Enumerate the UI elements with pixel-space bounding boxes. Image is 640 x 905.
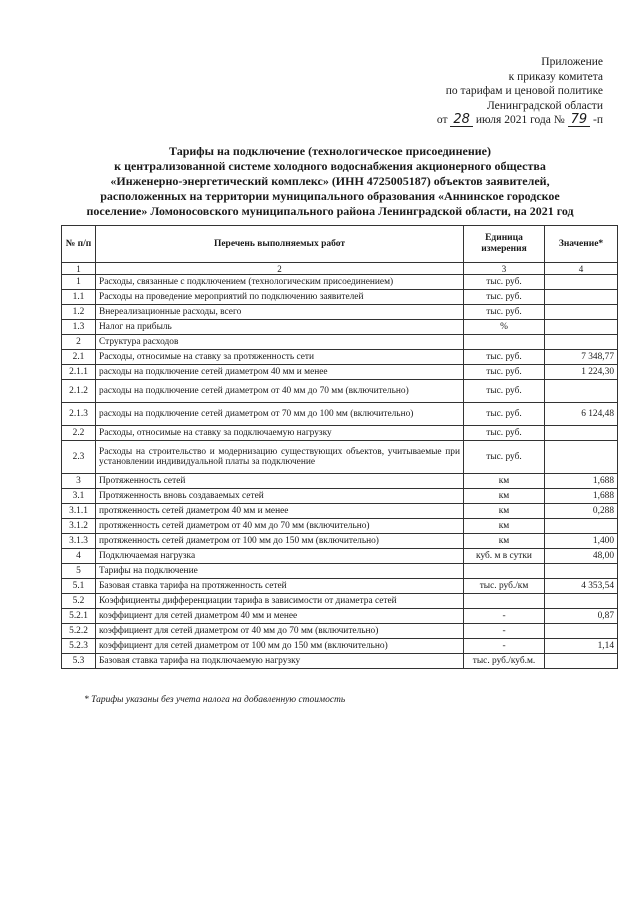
index-cell: 1 (62, 263, 96, 275)
row-value: 0,288 (545, 504, 618, 519)
row-value: 48,00 (545, 549, 618, 564)
table-row (62, 624, 618, 639)
row-value (545, 275, 618, 290)
row-unit: км (464, 489, 545, 504)
row-num: 2 (62, 335, 96, 350)
table-row (62, 403, 618, 426)
table-row (62, 441, 618, 474)
row-num: 3 (62, 474, 96, 489)
row-value (545, 290, 618, 305)
row-num: 5.2.3 (62, 639, 96, 654)
table-row (62, 504, 618, 519)
row-unit: тыс. руб. (464, 350, 545, 365)
table-row (62, 534, 618, 549)
row-unit: тыс. руб. (464, 380, 545, 403)
row-name: Расходы, относимые на ставку за подключаемую нагрузку (96, 426, 464, 441)
row-unit: км (464, 504, 545, 519)
title-line: поселение» Ломоносовского муниципального района Ленинградской области, на 2021 год (86, 204, 574, 218)
footnote: * Тарифы указаны без учета налога на добавленную стоимость (84, 695, 346, 705)
row-value: 1,400 (545, 534, 618, 549)
row-unit: км (464, 519, 545, 534)
row-num: 1.3 (62, 320, 96, 335)
table-row (62, 275, 618, 290)
title-line: к централизованной системе холодного водоснабжения акционерного общества (114, 159, 546, 173)
row-name: Протяженность вновь создаваемых сетей (96, 489, 464, 504)
row-value: 6 124,48 (545, 403, 618, 426)
date-suffix: -п (593, 114, 603, 126)
row-name: протяженность сетей диаметром 40 мм и менее (96, 504, 464, 519)
row-num: 2.1.2 (62, 380, 96, 403)
row-num: 5.3 (62, 654, 96, 669)
row-unit: км (464, 474, 545, 489)
header-value: Значение* (545, 226, 618, 263)
row-name: протяженность сетей диаметром от 40 мм до 70 мм (включительно) (96, 519, 464, 534)
row-name: Внереализационные расходы, всего (96, 305, 464, 320)
table-row (62, 609, 618, 624)
row-unit: км (464, 534, 545, 549)
row-name: расходы на подключение сетей диаметром 40 мм и менее (96, 365, 464, 380)
table-row (62, 380, 618, 403)
row-unit: тыс. руб. (464, 365, 545, 380)
row-name: Базовая ставка тарифа на протяженность сетей (96, 579, 464, 594)
row-value: 1,688 (545, 474, 618, 489)
index-cell: 2 (96, 263, 464, 275)
row-name: Расходы, связанные с подключением (технологическим присоединением) (96, 275, 464, 290)
row-value: 7 348,77 (545, 350, 618, 365)
table-row (62, 350, 618, 365)
row-value (545, 654, 618, 669)
appendix-line: Приложение (541, 56, 603, 68)
row-num: 1 (62, 275, 96, 290)
index-row (62, 263, 618, 275)
index-cell: 4 (545, 263, 618, 275)
row-unit: тыс. руб./куб.м. (464, 654, 545, 669)
date-middle: июля 2021 года № (475, 114, 565, 126)
appendix-line: Ленинградской области (486, 99, 603, 112)
row-unit: куб. м в сутки (464, 549, 545, 564)
table-row (62, 549, 618, 564)
row-value (545, 305, 618, 320)
row-unit: тыс. руб. (464, 305, 545, 320)
row-name: коэффициент для сетей диаметром 40 мм и менее (96, 609, 464, 624)
row-unit: тыс. руб. (464, 441, 545, 474)
row-unit: тыс. руб. (464, 290, 545, 305)
row-num: 4 (62, 549, 96, 564)
table-row (62, 489, 618, 504)
row-value: 1,688 (545, 489, 618, 504)
table-row (62, 365, 618, 380)
row-value (545, 335, 618, 350)
date-prefix: от (436, 114, 448, 126)
row-value (545, 426, 618, 441)
table-row (62, 320, 618, 335)
row-value (545, 380, 618, 403)
row-value: 1 224,30 (545, 365, 618, 380)
row-value (545, 519, 618, 534)
title-line: Тарифы на подключение (технологическое присоединение) (169, 144, 491, 158)
row-num: 3.1.2 (62, 519, 96, 534)
row-num: 5 (62, 564, 96, 579)
appendix-date-line (343, 113, 603, 128)
row-name: протяженность сетей диаметром от 100 мм до 150 мм (включительно) (96, 534, 464, 549)
row-unit: - (464, 624, 545, 639)
row-unit: - (464, 609, 545, 624)
tariff-table (61, 225, 618, 669)
appendix-line: по тарифам и ценовой политике (445, 85, 603, 97)
row-unit: - (464, 639, 545, 654)
table-row (62, 579, 618, 594)
row-num: 2.1 (62, 350, 96, 365)
row-num: 3.1.3 (62, 534, 96, 549)
row-num: 3.1.1 (62, 504, 96, 519)
row-num: 1.1 (62, 290, 96, 305)
index-cell: 3 (464, 263, 545, 275)
row-name: Протяженность сетей (96, 474, 464, 489)
row-name: Расходы на проведение мероприятий по подключению заявителей (96, 290, 464, 305)
row-name: расходы на подключение сетей диаметром от 70 мм до 100 мм (включительно) (96, 403, 464, 426)
title-line: расположенных на территории муниципального образования «Аннинское городское (100, 189, 560, 203)
table-row (62, 426, 618, 441)
table-row (62, 474, 618, 489)
row-value: 0,87 (545, 609, 618, 624)
table-row (62, 519, 618, 534)
table-row (62, 594, 618, 609)
row-name: расходы на подключение сетей диаметром от 40 мм до 70 мм (включительно) (96, 380, 464, 403)
table-row (62, 639, 618, 654)
table-row (62, 290, 618, 305)
row-unit (464, 335, 545, 350)
row-value (545, 564, 618, 579)
handwritten-number: 79 (568, 114, 591, 127)
row-name: Подключаемая нагрузка (96, 549, 464, 564)
row-value: 4 353,54 (545, 579, 618, 594)
row-name: Базовая ставка тарифа на подключаемую нагрузку (96, 654, 464, 669)
row-name: коэффициент для сетей диаметром от 100 мм до 150 мм (включительно) (96, 639, 464, 654)
row-unit: % (464, 320, 545, 335)
row-unit: тыс. руб. (464, 403, 545, 426)
row-value (545, 320, 618, 335)
row-num: 5.2 (62, 594, 96, 609)
row-num: 5.2.2 (62, 624, 96, 639)
header-num: № п/п (62, 226, 96, 263)
table-row (62, 335, 618, 350)
row-num: 2.2 (62, 426, 96, 441)
row-name: Тарифы на подключение (96, 564, 464, 579)
row-unit (464, 594, 545, 609)
row-name: коэффициент для сетей диаметром от 40 мм до 70 мм (включительно) (96, 624, 464, 639)
row-num: 5.2.1 (62, 609, 96, 624)
row-name: Налог на прибыль (96, 320, 464, 335)
row-name: Расходы на строительство и модернизацию существующих объектов, учитываемые при установлении индивидуальной платы за подключение (96, 441, 464, 474)
title-line: «Инженерно-энергетический комплекс» (ИНН 4725005187) объектов заявителей, (110, 174, 550, 188)
row-name: Структура расходов (96, 335, 464, 350)
row-unit: тыс. руб. (464, 426, 545, 441)
row-num: 3.1 (62, 489, 96, 504)
handwritten-day: 28 (450, 114, 473, 127)
row-num: 2.3 (62, 441, 96, 474)
row-num: 5.1 (62, 579, 96, 594)
row-name: Расходы, относимые на ставку за протяженность сети (96, 350, 464, 365)
header-work: Перечень выполняемых работ (96, 226, 464, 263)
row-unit (464, 564, 545, 579)
row-value: 1,14 (545, 639, 618, 654)
row-value (545, 624, 618, 639)
table-row (62, 654, 618, 669)
table-row (62, 305, 618, 320)
row-value (545, 594, 618, 609)
header-unit: Единица измерения (464, 226, 545, 263)
row-value (545, 441, 618, 474)
row-num: 2.1.1 (62, 365, 96, 380)
row-unit: тыс. руб./км (464, 579, 545, 594)
document-title (60, 144, 600, 219)
table-row (62, 564, 618, 579)
row-unit: тыс. руб. (464, 275, 545, 290)
row-num: 2.1.3 (62, 403, 96, 426)
row-name: Коэффициенты дифференциации тарифа в зависимости от диаметра сетей (96, 594, 464, 609)
appendix-block (343, 55, 603, 128)
appendix-line: к приказу комитета (508, 70, 603, 83)
row-num: 1.2 (62, 305, 96, 320)
